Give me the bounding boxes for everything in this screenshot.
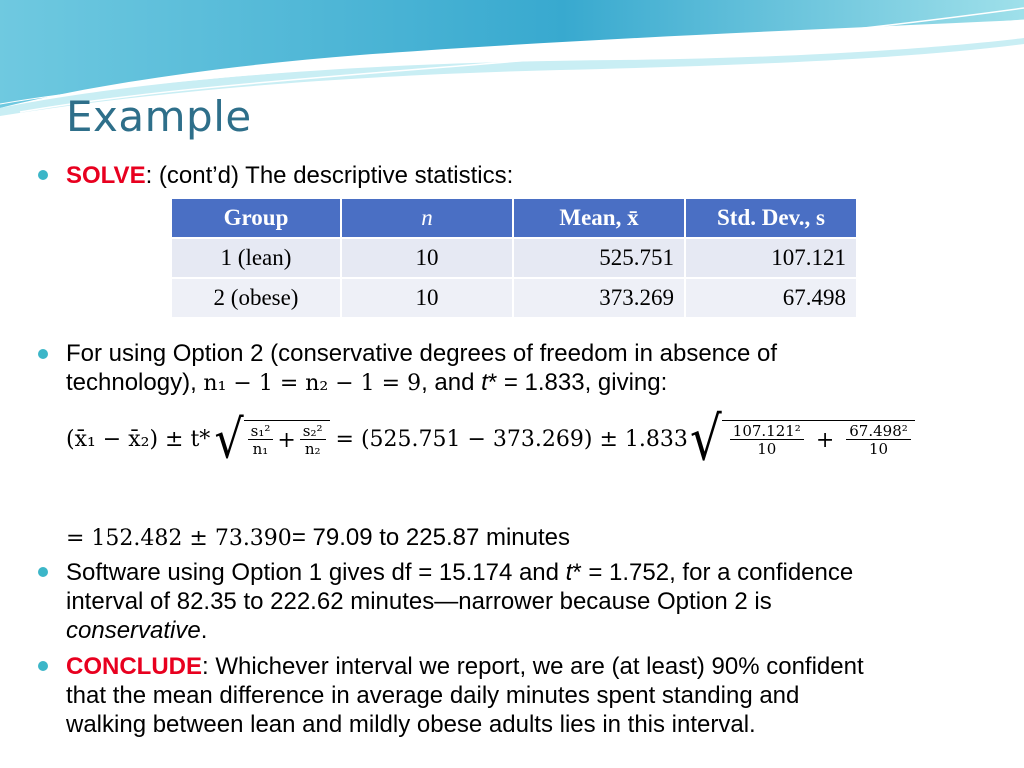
cell-mean: 525.751 bbox=[513, 238, 685, 278]
sqrt-symbolic: √ $\frac{\text{s₁²}}{\text{n₁}}$ + $\frac{\text{s₂²}}{\text{n₂}}$ bbox=[214, 416, 329, 462]
descriptive-stats-table bbox=[170, 197, 858, 319]
solve-label: SOLVE bbox=[66, 162, 146, 189]
conclude-label: CONCLUDE bbox=[66, 653, 202, 680]
bullet-solve bbox=[66, 161, 513, 190]
cell-n: 10 bbox=[341, 238, 513, 278]
bullet-marker bbox=[38, 661, 48, 671]
frac-sd2: $\frac{\text{67.498²}}{10}$ bbox=[846, 423, 911, 459]
ci-formula bbox=[66, 404, 915, 474]
cell-group: 2 (obese) bbox=[171, 278, 341, 318]
header-group: Group bbox=[171, 198, 341, 238]
frac-s1-n1: $\frac{\text{s₁²}}{\text{n₁}}$ bbox=[248, 423, 274, 459]
option2-line1: For using Option 2 (conservative degrees of freedom in absence of bbox=[66, 340, 778, 367]
result-math: = 152.482 ± 73.390 bbox=[66, 526, 292, 551]
bullet-marker bbox=[38, 349, 48, 359]
cell-sd: 107.121 bbox=[685, 238, 857, 278]
bullet-option2 bbox=[66, 339, 966, 398]
df-equation: n₁ − 1 = n₂ − 1 = 9 bbox=[203, 371, 422, 396]
cell-group: 1 (lean) bbox=[171, 238, 341, 278]
bullet-marker bbox=[38, 170, 48, 180]
sqrt-numeric: √ $\frac{\text{107.121²}}{10}$ + $\frac{\text{67.498²}}{10}$ bbox=[690, 414, 915, 464]
bullet-conclude: CONCLUDE: Whichever interval we report, we are (at least) 90% confident that the mean difference in average daily minutes spent standing and walking between lean and mildly obese adults lies in this interval. bbox=[66, 653, 864, 738]
header-mean: Mean, x̄ bbox=[513, 198, 685, 238]
formula-mid: = (525.751 − 373.269) ± 1.833 bbox=[335, 426, 688, 452]
radical-sign: √ bbox=[214, 407, 244, 471]
formula-lhs: (x̄₁ − x̄₂) ± t* bbox=[66, 426, 211, 452]
bullet-software: Software using Option 1 gives df = 15.174 and t* = 1.752, for a confidence interval of 82.35 to 222.62 minutes—narrower because Option 2 is conservative. bbox=[66, 559, 854, 644]
frac-s2-n2: $\frac{\text{s₂²}}{\text{n₂}}$ bbox=[300, 423, 326, 459]
bullet-marker bbox=[38, 567, 48, 577]
radical-sign: √ bbox=[689, 404, 722, 474]
slide-title: Example bbox=[66, 92, 252, 141]
solve-text: : (cont’d) The descriptive statistics: bbox=[145, 162, 514, 189]
cell-sd: 67.498 bbox=[685, 278, 857, 318]
result-text: = 79.09 to 225.87 minutes bbox=[291, 524, 571, 551]
table-row bbox=[171, 238, 857, 278]
cell-n: 10 bbox=[341, 278, 513, 318]
result-line bbox=[66, 523, 570, 553]
table-header-row bbox=[171, 198, 857, 238]
frac-sd1: $\frac{\text{107.121²}}{10}$ bbox=[730, 423, 804, 459]
header-sd: Std. Dev., s bbox=[685, 198, 857, 238]
table-row bbox=[171, 278, 857, 318]
option2-line2: technology), n₁ − 1 = n₂ − 1 = 9, and t* = 1.833, giving: bbox=[66, 369, 668, 396]
cell-mean: 373.269 bbox=[513, 278, 685, 318]
header-n: n bbox=[341, 198, 513, 238]
